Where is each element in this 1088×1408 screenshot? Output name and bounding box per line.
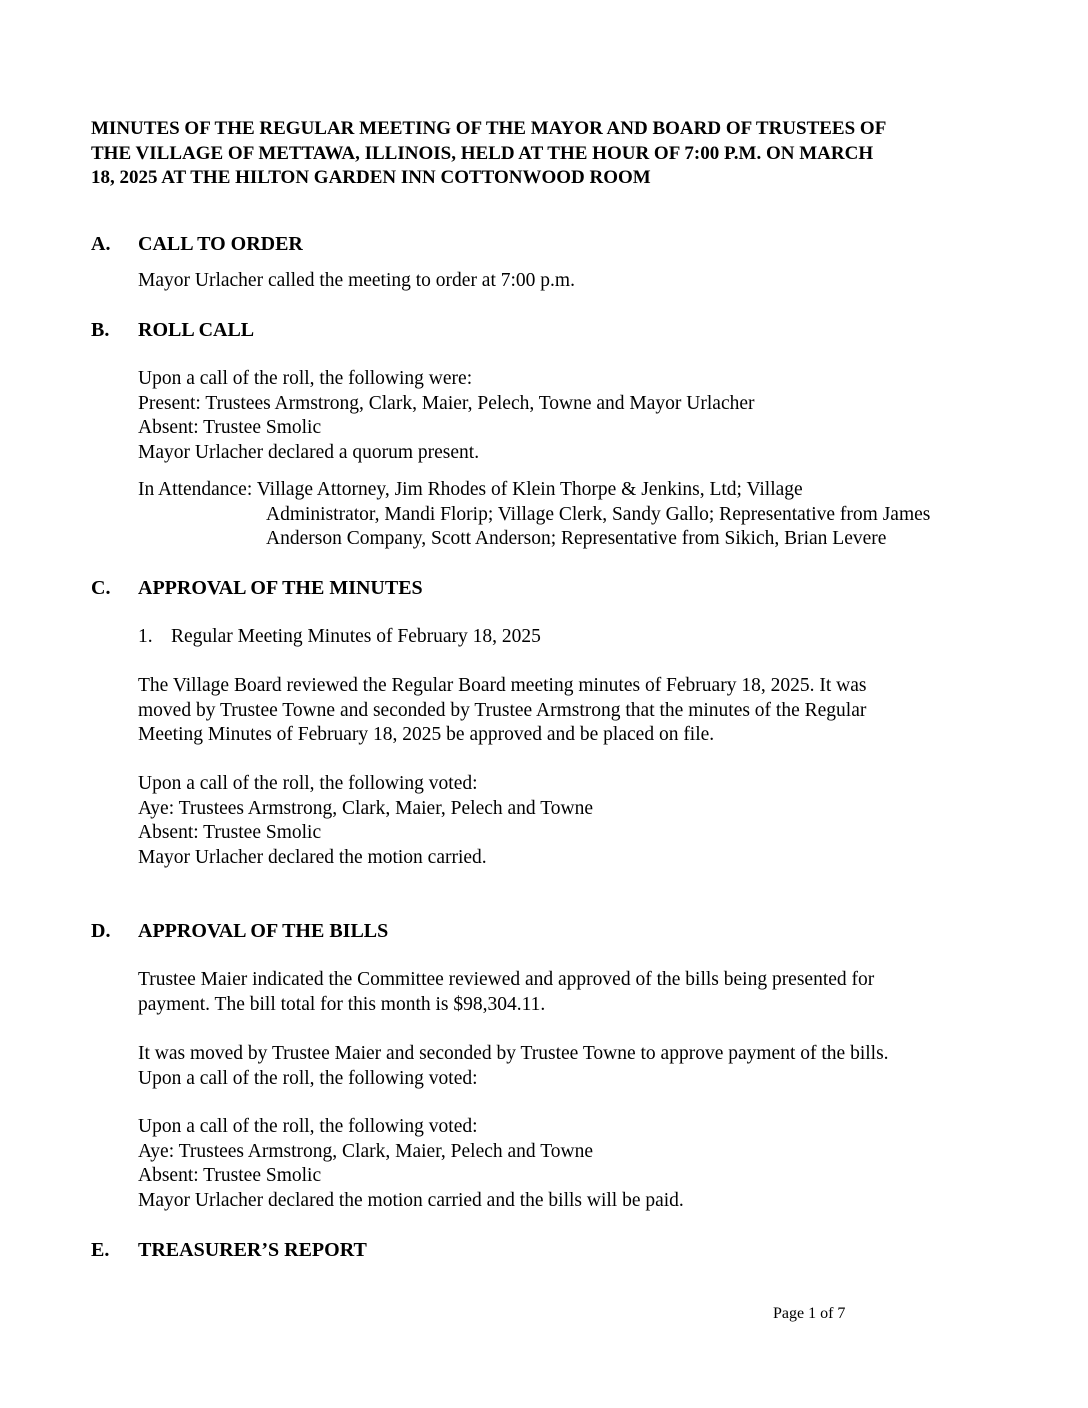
section-a-heading [91, 232, 303, 256]
section-letter: E. [91, 1239, 110, 1261]
title-line: 18, 2025 AT THE HILTON GARDEN INN COTTONWOOD ROOM [91, 167, 651, 188]
paragraph-line: Aye: Trustees Armstrong, Clark, Maier, Pelech and Towne [138, 1140, 593, 1162]
attendance-line: In Attendance: Village Attorney, Jim Rhodes of Klein Thorpe & Jenkins, Ltd; Village [138, 479, 803, 500]
section-letter: B. [91, 319, 110, 341]
title-line: THE VILLAGE OF METTAWA, ILLINOIS, HELD AT THE HOUR OF 7:00 P.M. ON MARCH [91, 142, 874, 164]
list-number: 1. [138, 626, 153, 647]
attendance-line: Anderson Company, Scott Anderson; Representative from Sikich, Brian Levere [266, 528, 887, 549]
section-letter: C. [91, 577, 111, 599]
paragraph-line: moved by Trustee Towne and seconded by Trustee Armstrong that the minutes of the Regular [138, 699, 867, 721]
page-number: Page 1 of 7 [773, 1305, 846, 1322]
paragraph-line: Upon a call of the roll, the following voted: [138, 1116, 478, 1137]
section-title: CALL TO ORDER [138, 233, 303, 255]
paragraph-line: Mayor Urlacher called the meeting to order at 7:00 p.m. [138, 270, 575, 291]
section-letter: D. [91, 920, 111, 942]
paragraph-line: Upon a call of the roll, the following were: [138, 368, 473, 389]
section-b-heading [91, 318, 254, 342]
paragraph-line: Trustee Maier indicated the Committee reviewed and approved of the bills being presented for [138, 969, 875, 990]
paragraph-line: payment. The bill total for this month is $98,304.11. [138, 993, 546, 1015]
section-title: ROLL CALL [138, 319, 255, 341]
roll-call-block [138, 367, 1008, 465]
section-e-heading [91, 1238, 367, 1262]
list-text: Regular Meeting Minutes of February 18, 2025 [171, 626, 541, 647]
minutes-paragraph [138, 674, 1008, 748]
paragraph-line: Upon a call of the roll, the following voted: [138, 1067, 478, 1089]
document-title [91, 117, 1006, 191]
paragraph-line: Aye: Trustees Armstrong, Clark, Maier, Pelech and Towne [138, 797, 593, 819]
section-a-text [138, 269, 1008, 294]
section-d-heading [91, 919, 388, 943]
paragraph-line: Present: Trustees Armstrong, Clark, Maier, Pelech, Towne and Mayor Urlacher [138, 392, 755, 414]
paragraph-line: Absent: Trustee Smolic [138, 1165, 322, 1186]
section-title: TREASURER’S REPORT [138, 1239, 367, 1261]
bills-paragraph-1 [138, 968, 1008, 1017]
paragraph-line: Meeting Minutes of February 18, 2025 be approved and be placed on file. [138, 724, 715, 745]
paragraph-line: Absent: Trustee Smolic [138, 822, 322, 843]
paragraph-line: Mayor Urlacher declared the motion carried and the bills will be paid. [138, 1189, 684, 1211]
title-line: MINUTES OF THE REGULAR MEETING OF THE MAYOR AND BOARD OF TRUSTEES OF [91, 118, 887, 139]
paragraph-line: The Village Board reviewed the Regular Board meeting minutes of February 18, 2025. It was [138, 675, 867, 696]
bills-paragraph-2 [138, 1042, 1008, 1091]
section-title: APPROVAL OF THE BILLS [138, 920, 389, 942]
attendance-block [138, 478, 1018, 552]
paragraph-line: Absent: Trustee Smolic [138, 417, 322, 438]
section-letter: A. [91, 233, 111, 255]
attendance-line: Administrator, Mandi Florip; Village Clerk, Sandy Gallo; Representative from James [266, 503, 931, 525]
paragraph-line: Upon a call of the roll, the following voted: [138, 773, 478, 794]
bills-vote-block [138, 1115, 1008, 1213]
section-title: APPROVAL OF THE MINUTES [138, 577, 423, 599]
paragraph-line: Mayor Urlacher declared the motion carried. [138, 846, 487, 868]
minutes-list-item [138, 625, 541, 649]
minutes-vote-block [138, 772, 1008, 870]
paragraph-line: It was moved by Trustee Maier and seconded by Trustee Towne to approve payment of the bills. [138, 1043, 889, 1064]
section-c-heading [91, 576, 423, 600]
paragraph-line: Mayor Urlacher declared a quorum present. [138, 441, 480, 463]
